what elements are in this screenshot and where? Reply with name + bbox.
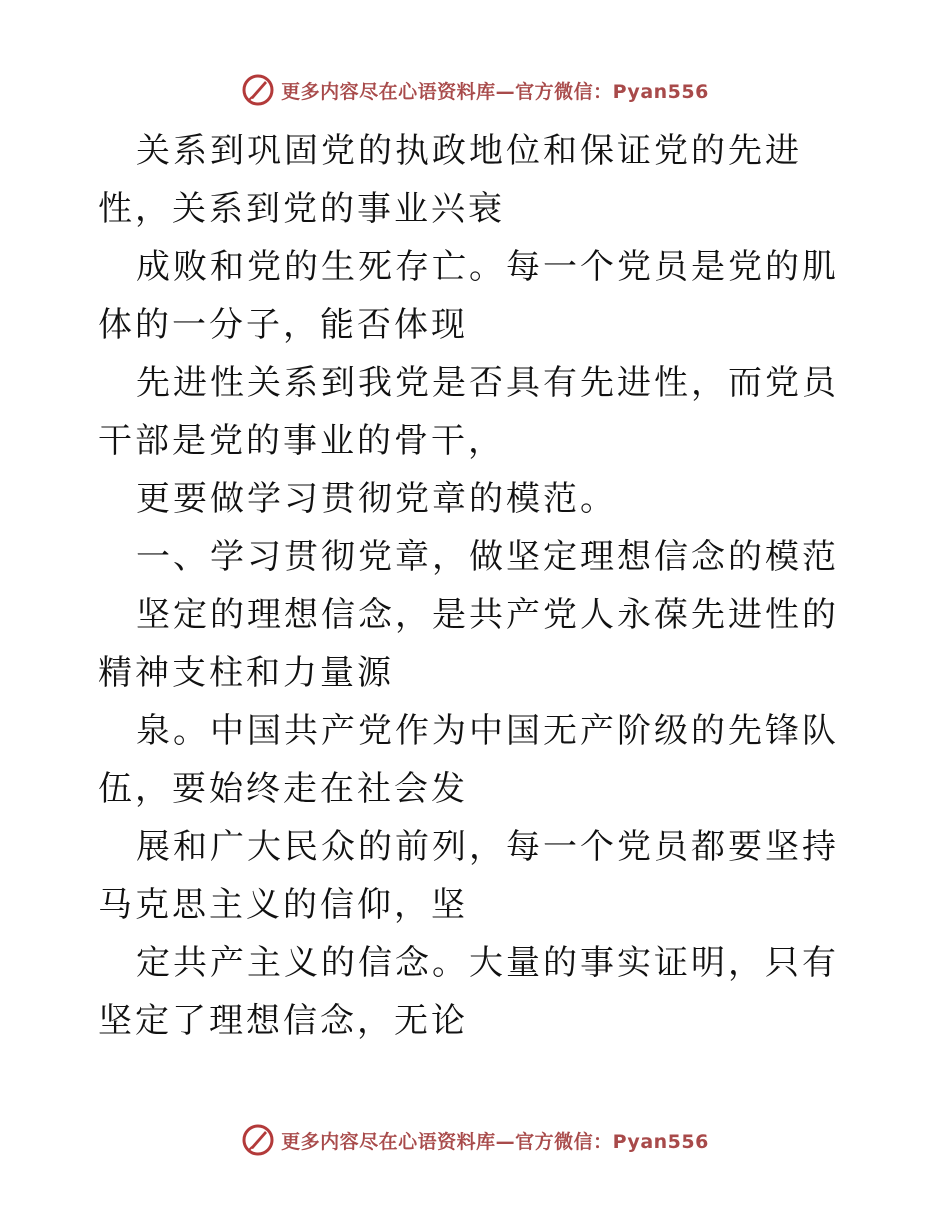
paragraph: 成败和党的生死存亡。每一个党员是党的肌体的一分子，能否体现 — [98, 247, 839, 345]
paragraph: 先进性关系到我党是否具有先进性，而党员干部是党的事业的骨干， — [98, 363, 839, 461]
paragraph: 关系到巩固党的执政地位和保证党的先进性，关系到党的事业兴衰 — [98, 131, 802, 229]
paragraph: 泉。中国共产党作为中国无产阶级的先锋队伍，要始终走在社会发 — [98, 711, 839, 809]
paragraph: 坚定的理想信念，是共产党人永葆先进性的精神支柱和力量源 — [98, 595, 839, 693]
footer-watermark-text: 更多内容尽在心语资料库—官方微信：Pyan556 — [281, 1130, 709, 1153]
header-watermark-banner — [0, 70, 950, 110]
feather-pen-logo-icon — [241, 73, 275, 107]
paragraph: 展和广大民众的前列，每一个党员都要坚持马克思主义的信仰，坚 — [98, 827, 839, 925]
paragraph: 更要做学习贯彻党章的模范。 — [136, 479, 617, 519]
feather-pen-logo-icon — [241, 1123, 275, 1157]
paragraph: 定共产主义的信念。大量的事实证明，只有坚定了理想信念，无论 — [98, 943, 839, 1041]
section-heading: 一、学习贯彻党章，做坚定理想信念的模范 — [136, 537, 839, 577]
header-watermark-text: 更多内容尽在心语资料库—官方微信：Pyan556 — [281, 80, 709, 103]
document-body — [98, 122, 858, 1050]
footer-watermark-banner — [0, 1120, 950, 1160]
